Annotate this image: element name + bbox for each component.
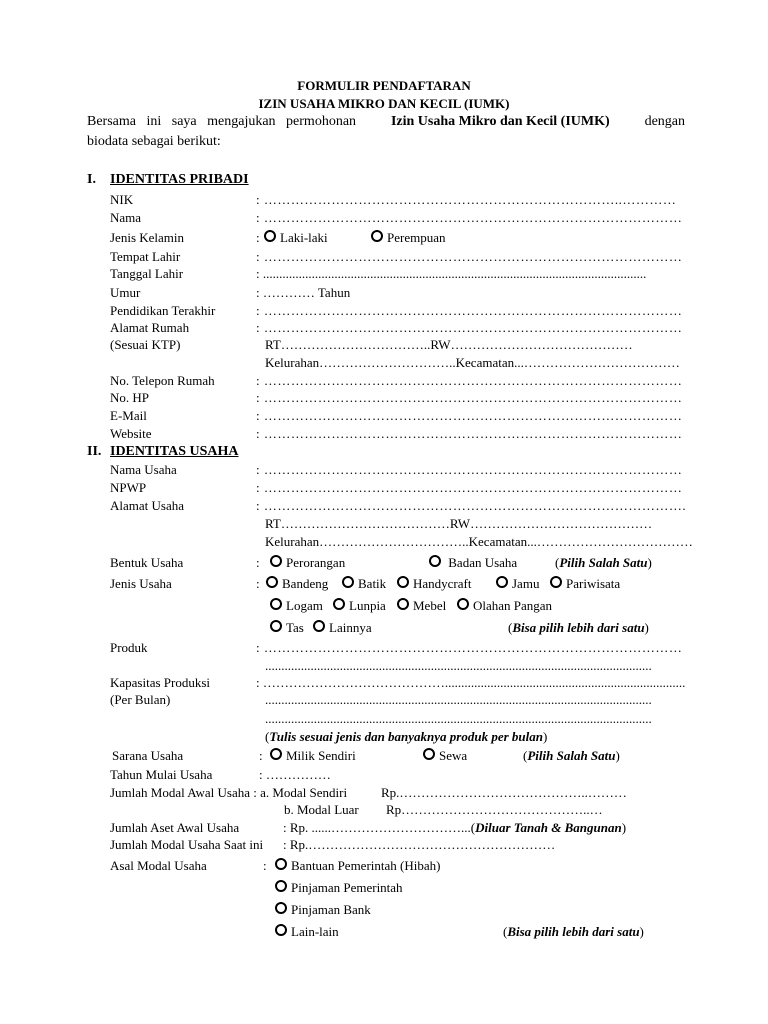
field-tempat-lahir[interactable]: : …………………………………………………………………………………	[256, 249, 683, 264]
checkbox-bantuan-pemerintah[interactable]	[275, 858, 440, 874]
label-tanggal-lahir: Tanggal Lahir	[110, 266, 184, 281]
form-subtitle: IZIN USAHA MIKRO DAN KECIL (IUMK)	[258, 96, 510, 111]
field-modal-luar[interactable]: Rp……………………………………..…	[386, 802, 603, 817]
checkbox-jamu[interactable]	[496, 576, 539, 592]
option-label: Olahan Pangan	[473, 598, 553, 613]
label-alamat-rumah: Alamat Rumah	[110, 320, 190, 335]
label-per-bulan: (Per Bulan)	[110, 692, 171, 707]
rp-label: Rp.	[381, 785, 400, 800]
option-label: Mebel	[413, 598, 447, 613]
radio-label: Perorangan	[286, 555, 346, 570]
note-text: Bisa pilih lebih dari satu	[512, 620, 645, 635]
intro-line2: biodata sebagai berikut:	[87, 134, 221, 149]
option-circle-icon	[397, 598, 409, 610]
checkbox-lainnya[interactable]	[313, 620, 372, 636]
radio-circle-icon	[371, 230, 383, 242]
field-kelurahan-kecamatan[interactable]: Kelurahan…………………………..Kecamatan...………………………………	[265, 355, 680, 370]
rw-label: RW	[430, 337, 451, 352]
field-produk[interactable]: : …………………………………………………………………………………	[256, 640, 683, 655]
option-label: Lain-lain	[291, 924, 339, 939]
checkbox-mebel[interactable]	[397, 598, 446, 614]
checkbox-handycraft[interactable]	[397, 576, 471, 592]
kelurahan-label: Kelurahan	[265, 534, 320, 549]
option-circle-icon	[275, 902, 287, 914]
radio-label: Laki-laki	[280, 230, 328, 245]
field-aset-awal[interactable]: : Rp. ......…………………………...(Diluar Tanah & Bangunan)	[283, 820, 627, 835]
intro-pre: Bersama ini saya mengajukan permohonan	[87, 114, 357, 129]
label-alamat-usaha: Alamat Usaha	[110, 498, 185, 513]
label-bentuk-usaha: Bentuk Usaha	[110, 555, 184, 570]
option-circle-icon	[275, 880, 287, 892]
note-pilih-salah-satu: (Pilih Salah Satu)	[555, 555, 652, 570]
label-website: Website	[110, 426, 152, 441]
form-title: FORMULIR PENDAFTARAN	[297, 78, 471, 93]
intro-bold: Izin Usaha Mikro dan Kecil (IUMK)	[390, 114, 610, 129]
radio-laki-laki[interactable]	[264, 230, 328, 246]
option-circle-icon	[270, 598, 282, 610]
option-circle-icon	[550, 576, 562, 588]
label-no-hp: No. HP	[110, 390, 150, 405]
option-circle-icon	[275, 924, 287, 936]
option-label: Tas	[286, 620, 304, 635]
label-npwp: NPWP	[110, 480, 147, 495]
radio-sewa[interactable]	[423, 748, 467, 764]
option-circle-icon	[270, 620, 282, 632]
label-jenis-kelamin: Jenis Kelamin	[110, 230, 185, 245]
label-pendidikan: Pendidikan Terakhir	[110, 303, 216, 318]
radio-label: Sewa	[439, 748, 468, 763]
option-circle-icon	[333, 598, 345, 610]
option-label: Handycraft	[413, 576, 472, 591]
label-sesuai-ktp: (Sesuai KTP)	[110, 337, 181, 352]
checkbox-pariwisata[interactable]	[550, 576, 620, 592]
rp-label: Rp	[386, 802, 402, 817]
section1-number: I.	[87, 172, 96, 187]
note-text: Pilih Salah Satu	[559, 555, 648, 570]
checkbox-pinjaman-pemerintah[interactable]	[275, 880, 403, 896]
label-tempat-lahir: Tempat Lahir	[110, 249, 181, 264]
label-nama: Nama	[110, 210, 142, 225]
label-email: E-Mail	[110, 408, 147, 423]
field-telepon-rumah[interactable]: : …………………………………………………………………………………	[256, 373, 683, 388]
field-kapasitas-line2[interactable]: .......................................................................................................................	[265, 692, 652, 707]
field-nama[interactable]: : …………………………………………………………………………………	[256, 210, 683, 225]
label-telepon-rumah: No. Telepon Rumah	[110, 373, 215, 388]
field-produk-line2[interactable]: .......................................................................................................................	[265, 658, 652, 673]
label-nik: NIK	[110, 192, 134, 207]
option-label: Logam	[286, 598, 323, 613]
checkbox-logam[interactable]	[270, 598, 323, 614]
note-pilih-salah-satu-2: (Pilih Salah Satu)	[523, 748, 620, 763]
field-nik[interactable]: : ……………………………………………………………………..…………	[256, 192, 677, 207]
option-circle-icon	[266, 576, 278, 588]
field-no-hp[interactable]: : …………………………………………………………………………………	[256, 390, 683, 405]
checkbox-lunpia[interactable]	[333, 598, 386, 614]
rt-label: RT	[265, 516, 281, 531]
checkbox-bandeng[interactable]	[266, 576, 328, 592]
radio-label: Milik Sendiri	[286, 748, 356, 763]
radio-perorangan[interactable]	[270, 555, 345, 571]
option-circle-icon	[457, 598, 469, 610]
field-alamat-usaha[interactable]: : ………………………………………………………………………………….	[256, 498, 687, 513]
note-text: Diluar Tanah & Bangunan	[475, 820, 622, 835]
option-circle-icon	[397, 576, 409, 588]
option-label: Pinjaman Bank	[291, 902, 371, 917]
tahun-label: Tahun	[317, 285, 351, 300]
field-modal-saat-ini[interactable]: : Rp.…………………………………………………	[283, 837, 556, 852]
section2-number: II.	[87, 444, 102, 459]
field-usaha-rt-rw[interactable]: RT…………………………………RW……………………………………	[265, 516, 653, 531]
field-nama-usaha[interactable]: : …………………………………………………………………………………	[256, 462, 683, 477]
label-jenis-usaha: Jenis Usaha	[110, 576, 172, 591]
field-rt-rw[interactable]: RT……………………………..RW……………………………………	[265, 337, 633, 352]
checkbox-tas[interactable]	[270, 620, 304, 636]
field-npwp[interactable]: : …………………………………………………………………………………	[256, 480, 683, 495]
field-umur[interactable]: : ………… Tahun	[256, 285, 351, 300]
label-nama-usaha: Nama Usaha	[110, 462, 177, 477]
option-label: Bandeng	[282, 576, 329, 591]
option-circle-icon	[275, 858, 287, 870]
radio-circle-icon	[270, 748, 282, 760]
checkbox-lain-lain[interactable]	[275, 924, 339, 940]
rt-label: RT	[265, 337, 281, 352]
field-kapasitas[interactable]: : ……………………………………..........................................................................	[256, 675, 686, 690]
option-label: Pariwisata	[566, 576, 621, 591]
label-kapasitas: Kapasitas Produksi	[110, 675, 211, 690]
radio-label: Perempuan	[387, 230, 446, 245]
field-kapasitas-line3[interactable]: .......................................................................................................................	[265, 711, 652, 726]
field-website[interactable]: : …………………………………………………………………………………	[256, 426, 683, 441]
colon: :	[259, 748, 263, 763]
radio-perempuan[interactable]	[371, 230, 445, 246]
rp-label: Rp.	[289, 837, 309, 852]
option-circle-icon	[496, 576, 508, 588]
rp-label: Rp.	[289, 820, 309, 835]
colon: :	[256, 230, 260, 245]
radio-circle-icon	[270, 555, 282, 567]
label-tahun-mulai: Tahun Mulai Usaha	[110, 767, 213, 782]
option-label: Pinjaman Pemerintah	[291, 880, 403, 895]
option-label: Jamu	[512, 576, 540, 591]
label-aset-awal: Jumlah Aset Awal Usaha	[110, 820, 240, 835]
rw-label: RW	[449, 516, 471, 531]
option-circle-icon	[342, 576, 354, 588]
option-label: Batik	[358, 576, 387, 591]
option-label: Lainnya	[329, 620, 372, 635]
note-text: Pilih Salah Satu	[527, 748, 616, 763]
section1-title: IDENTITAS PRIBADI	[110, 172, 249, 187]
note-text: Tulis sesuai jenis dan banyaknya produk per bulan	[269, 729, 543, 744]
field-email[interactable]: : …………………………………………………………………………………	[256, 408, 683, 423]
note-bisa-pilih: (Bisa pilih lebih dari satu)	[508, 620, 649, 635]
radio-label: Badan Usaha	[448, 555, 518, 570]
kecamatan-label: Kecamatan	[455, 355, 515, 370]
field-alamat-rumah[interactable]: : …………………………………………………………………………………	[256, 320, 683, 335]
label-produk: Produk	[110, 640, 148, 655]
section2-title: IDENTITAS USAHA	[110, 444, 239, 459]
checkbox-pinjaman-bank[interactable]	[275, 902, 371, 918]
label-umur: Umur	[110, 285, 141, 300]
radio-circle-icon	[423, 748, 435, 760]
option-circle-icon	[313, 620, 325, 632]
option-label: Lunpia	[349, 598, 386, 613]
option-label: Bantuan Pemerintah (Hibah)	[291, 858, 441, 873]
kelurahan-label: Kelurahan	[265, 355, 320, 370]
label-modal-saat-ini: Jumlah Modal Usaha Saat ini	[110, 837, 264, 852]
kecamatan-label: Kecamatan	[468, 534, 528, 549]
radio-badan-usaha[interactable]	[429, 555, 517, 571]
field-usaha-kelurahan-kecamatan[interactable]: Kelurahan……………………………..Kecamatan...………………………………	[265, 534, 693, 549]
checkbox-batik[interactable]	[342, 576, 386, 592]
intro-line1	[87, 114, 685, 130]
field-modal-sendiri[interactable]: Rp.……………………………………..………	[381, 785, 627, 800]
colon: :	[256, 555, 260, 570]
field-tahun-mulai[interactable]: : ……………	[259, 767, 331, 782]
label-modal-luar: b. Modal Luar	[284, 802, 359, 817]
checkbox-olahan-pangan[interactable]	[457, 598, 552, 614]
field-tanggal-lahir[interactable]: : ......................................................................................................................	[256, 266, 647, 281]
radio-circle-icon	[429, 555, 441, 567]
label-modal-awal: Jumlah Modal Awal Usaha : a. Modal Sendiri	[110, 785, 348, 800]
intro-post: dengan	[644, 114, 685, 129]
radio-circle-icon	[264, 230, 276, 242]
radio-milik-sendiri[interactable]	[270, 748, 356, 764]
label-sarana-usaha: Sarana Usaha	[112, 748, 184, 763]
note-tulis-sesuai: (Tulis sesuai jenis dan banyaknya produk per bulan)	[265, 729, 548, 744]
colon: :	[256, 576, 260, 591]
label-asal-modal: Asal Modal Usaha	[110, 858, 207, 873]
note-bisa-pilih-2: (Bisa pilih lebih dari satu)	[503, 924, 644, 939]
field-pendidikan[interactable]: : …………………………………………………………………………………	[256, 303, 683, 318]
colon: :	[263, 858, 267, 873]
note-diluar: (Diluar Tanah & Bangunan)	[470, 820, 627, 835]
note-text: Bisa pilih lebih dari satu	[507, 924, 640, 939]
